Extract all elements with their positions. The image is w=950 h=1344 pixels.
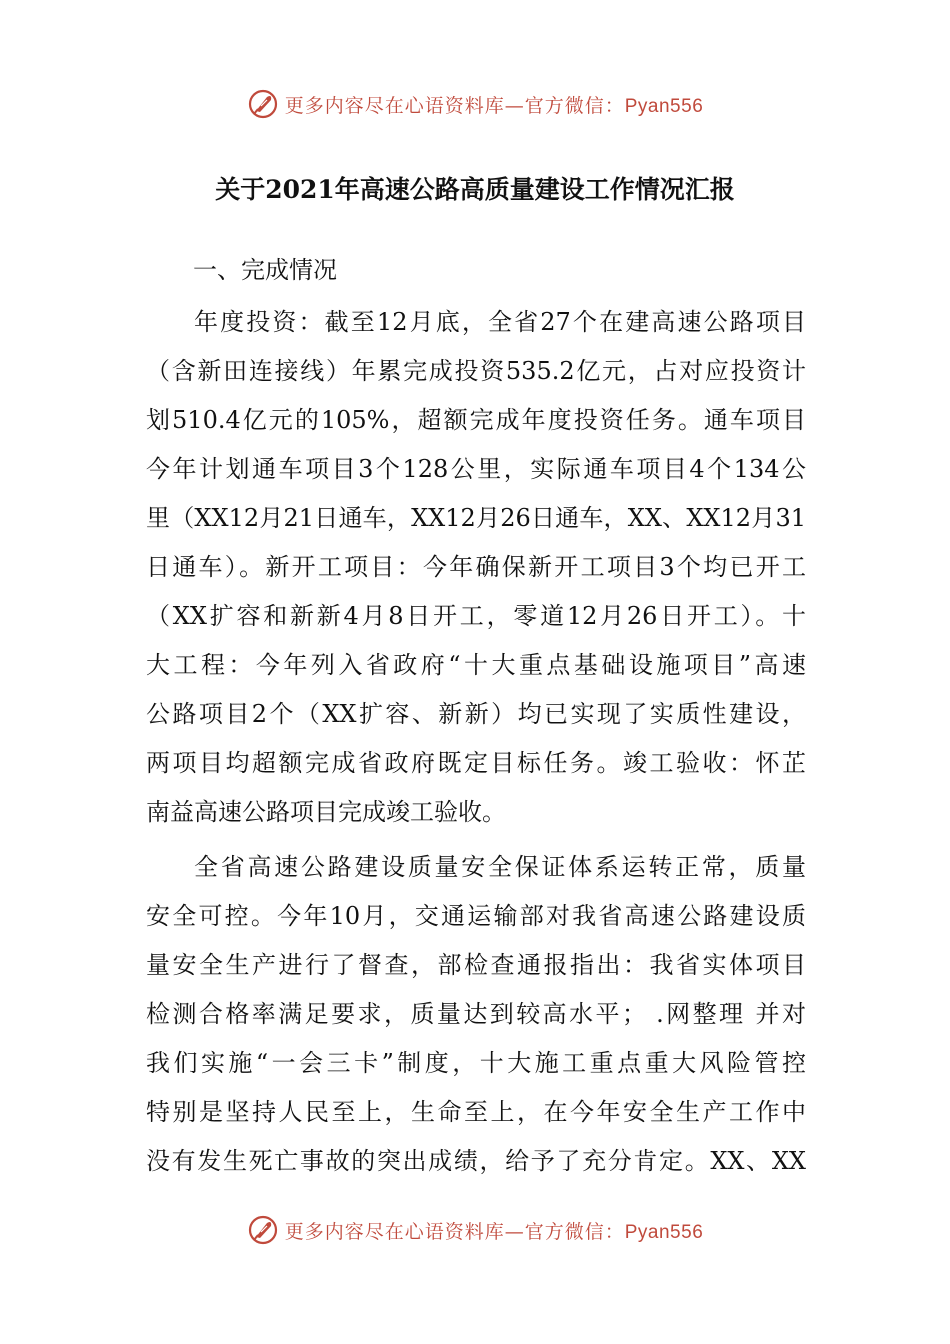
- document-title: 关于2021年高速公路高质量建设工作情况汇报: [215, 175, 735, 204]
- paragraph-line: 大工程：今年列入省政府“十大重点基础设施项目”高速: [146, 651, 806, 679]
- paragraph-line: 全省高速公路建设质量安全保证体系运转正常，质量: [194, 853, 806, 881]
- paragraph-line: 安全可控。今年10月，交通运输部对我省高速公路建设质: [146, 902, 806, 930]
- quill-pen-logo-icon: [247, 1214, 279, 1246]
- paragraph-line: 检测合格率满足要求，质量达到较高水平； .网整理 并对: [146, 1000, 806, 1028]
- paragraph-line: （XX扩容和新新4月8日开工，零道12月26日开工）。十: [146, 602, 806, 630]
- paragraph-line: 量安全生产进行了督查，部检查通报指出：我省实体项目: [146, 951, 806, 979]
- paragraph-line: 没有发生死亡事故的突出成绩，给予了充分肯定。XX、XX: [146, 1147, 806, 1175]
- paragraph-line: 南益高速公路项目完成竣工验收。: [146, 798, 506, 826]
- paragraph-line: 里（XX12月21日通车，XX12月26日通车，XX、XX12月31: [146, 504, 806, 532]
- watermark-main-text: 更多内容尽在心语资料库: [284, 1220, 505, 1243]
- paragraph-line: 划510.4亿元的105%，超额完成年度投资任务。通车项目: [146, 406, 806, 434]
- paragraph-line: 公路项目2个（XX扩容、新新）均已实现了实质性建设，: [146, 700, 806, 728]
- paragraph-line: 年度投资：截至12月底，全省27个在建高速公路项目: [194, 308, 806, 336]
- watermark-sub-text: —官方微信：: [504, 94, 625, 117]
- paragraph-line: 我们实施“一会三卡”制度，十大施工重点重大风险管控: [146, 1049, 806, 1077]
- paragraph-line: 日通车）。新开工项目：今年确保新开工项目3个均已开工: [146, 553, 806, 581]
- header-watermark: [0, 84, 950, 124]
- watermark-id-text: Pyan556: [624, 95, 704, 117]
- paragraph-line: （含新田连接线）年累完成投资535.2亿元，占对应投资计: [146, 357, 806, 385]
- quill-pen-logo-icon: [247, 88, 279, 120]
- watermark-text: [285, 91, 704, 118]
- watermark-id-text: Pyan556: [624, 1221, 704, 1243]
- watermark-main-text: 更多内容尽在心语资料库: [284, 94, 505, 117]
- section-heading: 一、完成情况: [193, 256, 337, 284]
- paragraph-line: 今年计划通车项目3个128公里，实际通车项目4个134公: [146, 455, 806, 483]
- watermark-sub-text: —官方微信：: [504, 1220, 625, 1243]
- footer-watermark: [0, 1210, 950, 1250]
- watermark-text: [285, 1217, 704, 1244]
- paragraph-line: 两项目均超额完成省政府既定目标任务。竣工验收：怀芷: [146, 749, 806, 777]
- paragraph-line: 特别是坚持人民至上，生命至上，在今年安全生产工作中: [146, 1098, 806, 1126]
